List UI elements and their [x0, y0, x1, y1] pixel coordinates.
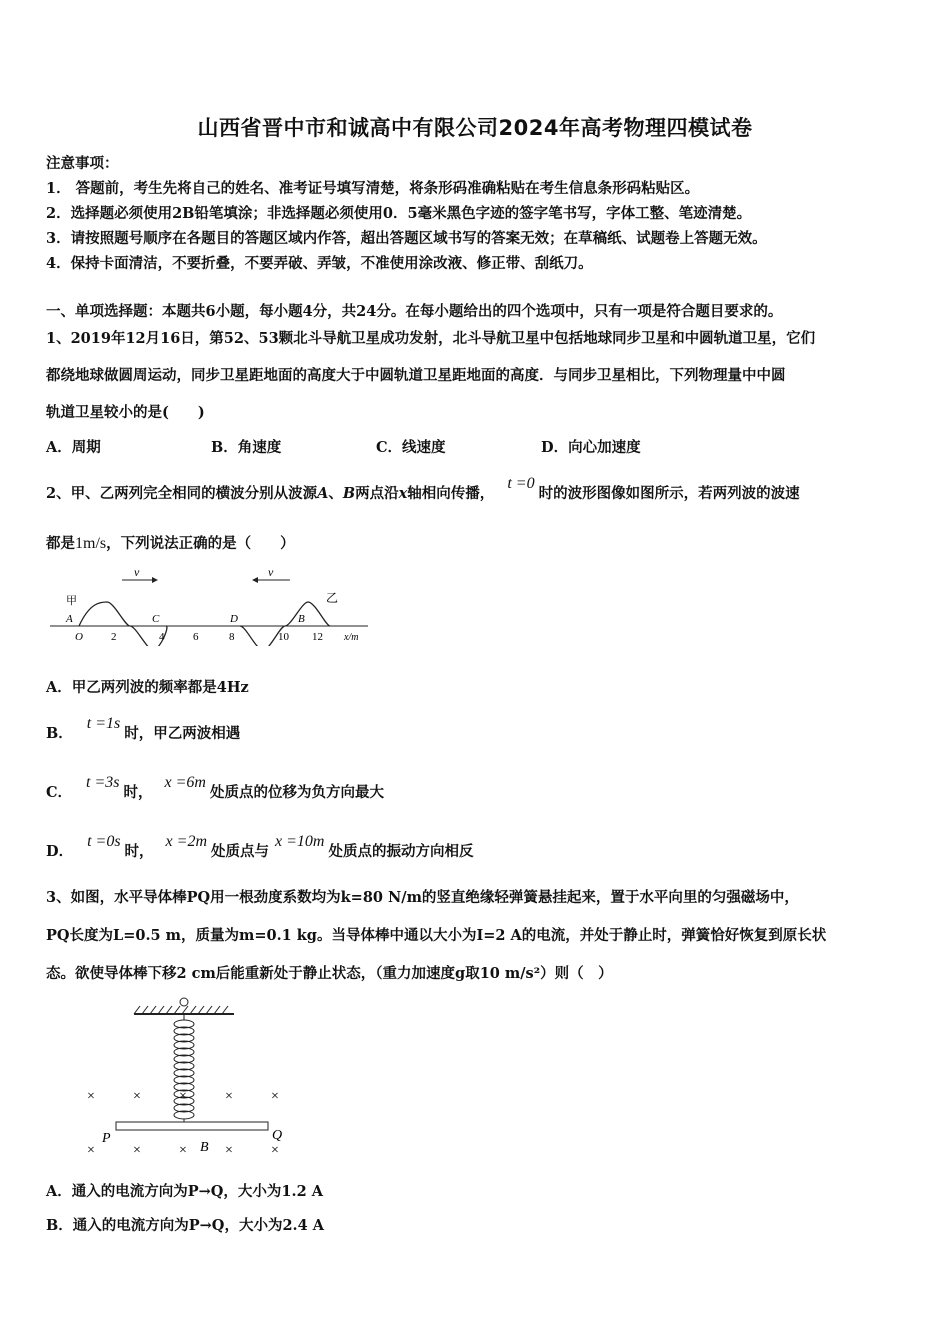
- q2-text-c: 、: [328, 485, 343, 502]
- ceiling-hatching: [134, 1006, 228, 1014]
- tick-12: 12: [312, 631, 323, 643]
- cross-9: ×: [225, 1143, 233, 1158]
- arrow-right-head: [152, 577, 158, 583]
- tick-2: 2: [111, 631, 117, 643]
- q2-option-c-mid: 时，: [123, 784, 153, 801]
- label-c: C: [152, 613, 160, 625]
- tick-4: 4: [159, 631, 165, 643]
- q2-option-d-mid: 时，: [124, 843, 154, 860]
- cross-10: ×: [271, 1143, 279, 1158]
- q2-text-h: 时的波形图像如图所示，若两列波的波速: [538, 485, 800, 502]
- cross-3: ×: [179, 1089, 187, 1104]
- q1-option-b: B．角速度: [211, 439, 282, 456]
- q2-option-b-text: 时，甲乙两波相遇: [124, 725, 241, 742]
- arrow-left-head: [252, 577, 258, 583]
- q2-option-d-label: D．: [46, 843, 74, 860]
- q2-option-d: [46, 833, 474, 861]
- notice-heading: 注意事项：: [46, 155, 119, 172]
- label-q: Q: [272, 1128, 283, 1143]
- q3-option-b: B．通入的电流方向为P→Q，大小为2.4 A: [46, 1217, 324, 1234]
- label-v-2: v: [268, 565, 274, 579]
- axis-label: x/m: [344, 632, 359, 643]
- label-d: D: [230, 613, 238, 625]
- q3-line-2: PQ长度为L=0.5 m，质量为m=0.1 kg。当导体棒中通以大小为I=2 A的电流，并处于静止时，弹簧恰好恢复到原长状: [46, 927, 827, 944]
- cross-5: ×: [271, 1089, 279, 1104]
- notice-item-2: 2．选择题必须使用2B铅笔填涂；非选择题必须使用0．5毫米黑色字迹的签字笔书写，字体工整、笔迹清楚。: [46, 205, 752, 222]
- tick-o: O: [75, 631, 83, 643]
- q2-speed: 1m/s: [75, 535, 107, 552]
- label-yi: 乙: [326, 591, 339, 605]
- cross-8: ×: [179, 1143, 187, 1158]
- q2-option-d-text: 处质点的振动方向相反: [328, 843, 474, 860]
- q2-line-1: [46, 475, 800, 503]
- spring-coils: [174, 1014, 194, 1122]
- spring-hook: [180, 998, 188, 1006]
- spring-figure: [80, 994, 310, 1160]
- tick-10: 10: [278, 631, 289, 643]
- q3-option-a: A．通入的电流方向为P→Q，大小为1.2 A: [46, 1183, 323, 1200]
- q2-text-tail: ，下列说法正确的是（ ）: [106, 535, 295, 552]
- cross-7: ×: [133, 1143, 141, 1158]
- q2-t0: t =0: [507, 475, 535, 492]
- q2-option-b-math: t =1s: [86, 715, 121, 732]
- q2-option-d-math1: t =0s: [87, 833, 121, 850]
- q2-line-2: [46, 532, 295, 553]
- q2-option-a: A．甲乙两列波的频率都是4Hz: [46, 679, 249, 696]
- q2-option-b-label: B．: [46, 725, 73, 742]
- q3-line-1: 3、如图，水平导体棒PQ用一根劲度系数均为k=80 N/m的竖直绝缘轻弹簧悬挂起来，置于水平向里的匀强磁场中，: [46, 889, 799, 906]
- q1-option-d: D．向心加速度: [541, 439, 641, 456]
- q2-option-c-math2: x =6m: [164, 774, 206, 791]
- q2-source-b: B: [342, 485, 356, 502]
- q2-text-e: 两点沿: [355, 485, 399, 502]
- q3-line-3: 态。欲使导体棒下移2 cm后能重新处于静止状态，（重力加速度g取10 m/s²）则（ ）: [46, 965, 613, 982]
- q2-option-c-text: 处质点的位移为负方向最大: [209, 784, 384, 801]
- notice-item-1: 1． 答题前，考生先将自己的姓名、准考证号填写清楚，将条形码准确粘贴在考生信息条形码粘贴区。: [46, 180, 700, 197]
- cross-1: ×: [87, 1089, 95, 1104]
- wave-figure: [46, 562, 376, 646]
- notice-item-3: 3．请按照题号顺序在各题目的答题区域内作答，超出答题区域书写的答案无效；在草稿纸、试题卷上答题无效。: [46, 230, 767, 247]
- q2-option-d-mid2: 处质点与: [211, 843, 269, 860]
- q2-option-b: [46, 715, 241, 743]
- q2-option-d-math2: x =2m: [165, 833, 207, 850]
- q1-option-c: C．线速度: [376, 439, 446, 456]
- cross-2: ×: [133, 1089, 141, 1104]
- label-jia: 甲: [66, 595, 77, 607]
- q2-option-c-label: C．: [46, 784, 73, 801]
- q1-line-2: 都绕地球做圆周运动，同步卫星距地面的高度大于中圆轨道卫星距地面的高度．与同步卫星相比，下列物理量中中圆: [46, 367, 786, 384]
- section-heading: 一、单项选择题：本题共6小题，每小题4分，共24分。在每小题给出的四个选项中，只有一项是符合题目要求的。: [46, 303, 783, 320]
- notice-item-4: 4．保持卡面清洁，不要折叠，不要弄破、弄皱，不准使用涂改液、修正带、刮纸刀。: [46, 255, 593, 272]
- q2-axis-x: x: [398, 485, 408, 502]
- tick-8: 8: [229, 631, 235, 643]
- q1-line-1: 1、2019年12月16日，第52、53颗北斗导航卫星成功发射，北斗导航卫星中包括地球同步卫星和中圆轨道卫星，它们: [46, 330, 816, 347]
- label-v-1: v: [134, 565, 140, 579]
- label-a: A: [66, 613, 73, 625]
- label-p: P: [102, 1131, 111, 1146]
- label-b: B: [298, 613, 305, 625]
- exam-title: 山西省晋中市和诚高中有限公司2024年高考物理四模试卷: [197, 116, 753, 140]
- q2-option-c-math1: t =3s: [86, 774, 120, 791]
- label-field-b: B: [200, 1140, 209, 1155]
- q2-text-g: 轴相向传播，: [407, 485, 495, 502]
- q1-line-3: 轨道卫星较小的是( ): [46, 404, 205, 421]
- conductor-rod: [116, 1122, 268, 1130]
- cross-4: ×: [225, 1089, 233, 1104]
- q2-text-dou: 都是: [46, 535, 75, 552]
- q2-option-c: [46, 774, 384, 802]
- q2-source-a: A: [317, 485, 329, 502]
- q2-text-a: 2、甲、乙两列完全相同的横波分别从波源: [46, 485, 318, 502]
- tick-6: 6: [193, 631, 199, 643]
- cross-6: ×: [87, 1143, 95, 1158]
- q1-option-a: A．周期: [46, 439, 101, 456]
- q2-option-d-math3: x =10m: [275, 833, 325, 850]
